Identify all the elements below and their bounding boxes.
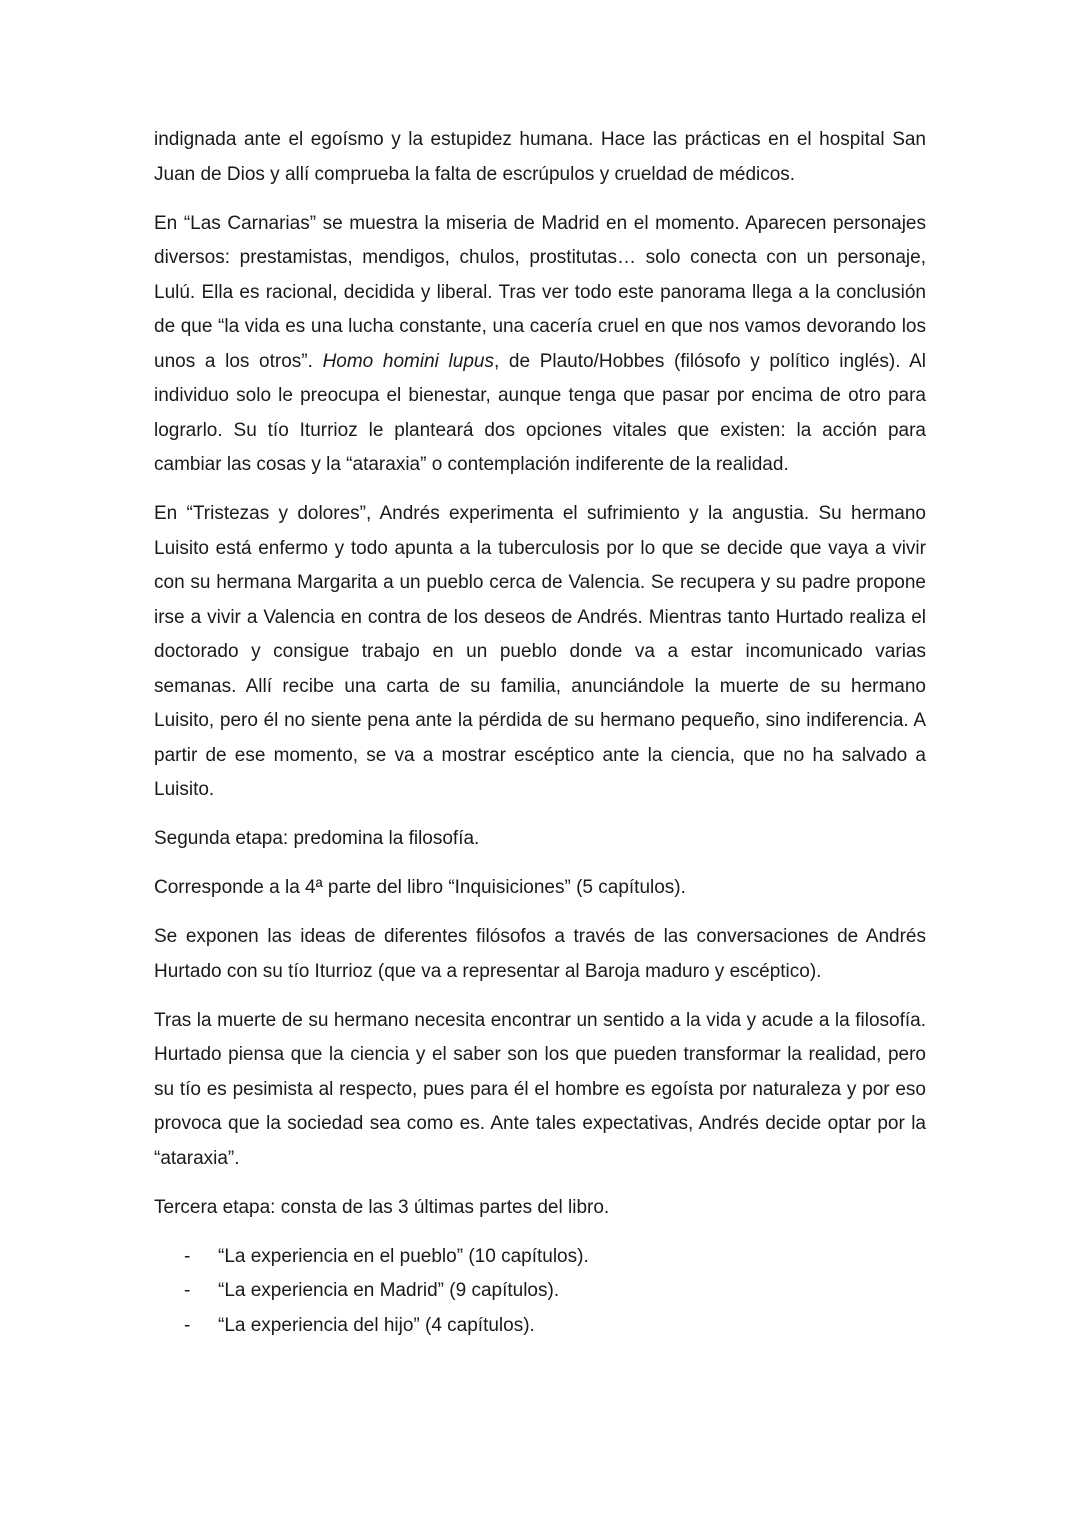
list-item (154, 1240, 926, 1275)
list-dash: - (184, 1245, 191, 1267)
paragraph-tristezas-y-dolores: En “Tristezas y dolores”, Andrés experimenta el sufrimiento y la angustia. Su hermano Luisito está enfermo y todo apunta a la tuberculosis por lo que se decide que vaya a vivir con su hermana Margarita a un pueblo cerca de Valencia. Se recupera y su padre propone irse a vivir a Valencia en contra de los deseos de Andrés. Mientras tanto Hurtado realiza el doctorado y consigue trabajo en un pueblo donde va a estar incomunicado varias semanas. Allí recibe una carta de su familia, anunciándole la muerte de su hermano Luisito, pero él no siente pena ante la pérdida de su hermano pequeño, sino indiferencia. A partir de ese momento, se va a mostrar escéptico ante la ciencia, que no ha salvado a Luisito. (154, 503, 926, 800)
paragraph-inquisiciones: Corresponde a la 4ª parte del libro “Inquisiciones” (5 capítulos). (154, 877, 686, 898)
paragraph-las-carnarias-text-1: En “Las Carnarias” se muestra la miseria de Madrid en el momento. Aparecen personajes diversos: prestamistas, mendigos, chulos, prostitutas… solo conecta con un personaje, Lulú. Ella es racional, decidida y liberal. Tras ver todo este panorama llega a la conclusión de que “la vida es una lucha constante, una cacería cruel en que nos vamos devorando los unos a los otros”. (154, 212, 926, 372)
latin-quote: Homo homini lupus (322, 350, 494, 372)
paragraph-las-carnarias-text-2: , de Plauto/Hobbes (filósofo y político inglés). Al individuo solo le preocupa el bienestar, aunque tenga que pasar por encima de otro para lograrlo. Su tío Iturrioz le planteará dos opciones vitales que existen: la acción para cambiar las cosas y la “ataraxia” o contemplación indiferente de la realidad. (154, 350, 926, 475)
paragraph-las-carnarias (154, 207, 926, 483)
list-item-text: “La experiencia en Madrid” (9 capítulos). (218, 1280, 560, 1301)
list-dash: - (184, 1314, 191, 1336)
list-item-text: “La experiencia del hijo” (4 capítulos). (218, 1314, 535, 1336)
list-dash: - (184, 1280, 191, 1301)
heading-segunda-etapa: Segunda etapa: predomina la filosofía. (154, 828, 480, 849)
heading-tercera-etapa: Tercera etapa: consta de las 3 últimas partes del libro. (154, 1196, 610, 1218)
list-item (154, 1309, 926, 1344)
paragraph-ataraxia: Tras la muerte de su hermano necesita encontrar un sentido a la vida y acude a la filosofía. Hurtado piensa que la ciencia y el saber son los que pueden transformar la realidad, pero su tío es pesimista al respecto, pues para él el hombre es egoísta por naturaleza y por eso provoca que la sociedad sea como es. Ante tales expectativas, Andrés decide optar por la “ataraxia”. (154, 1009, 926, 1169)
list-item-text: “La experiencia en el pueblo” (10 capítulos). (218, 1245, 589, 1267)
document-page (154, 123, 926, 1343)
list-item (154, 1274, 926, 1309)
parts-list (154, 1240, 926, 1344)
paragraph-filosofos: Se exponen las ideas de diferentes filósofos a través de las conversaciones de Andrés Hurtado con su tío Iturrioz (que va a representar al Baroja maduro y escéptico). (154, 926, 926, 982)
paragraph-hospital: indignada ante el egoísmo y la estupidez humana. Hace las prácticas en el hospital San Juan de Dios y allí comprueba la falta de escrúpulos y crueldad de médicos. (154, 129, 926, 185)
